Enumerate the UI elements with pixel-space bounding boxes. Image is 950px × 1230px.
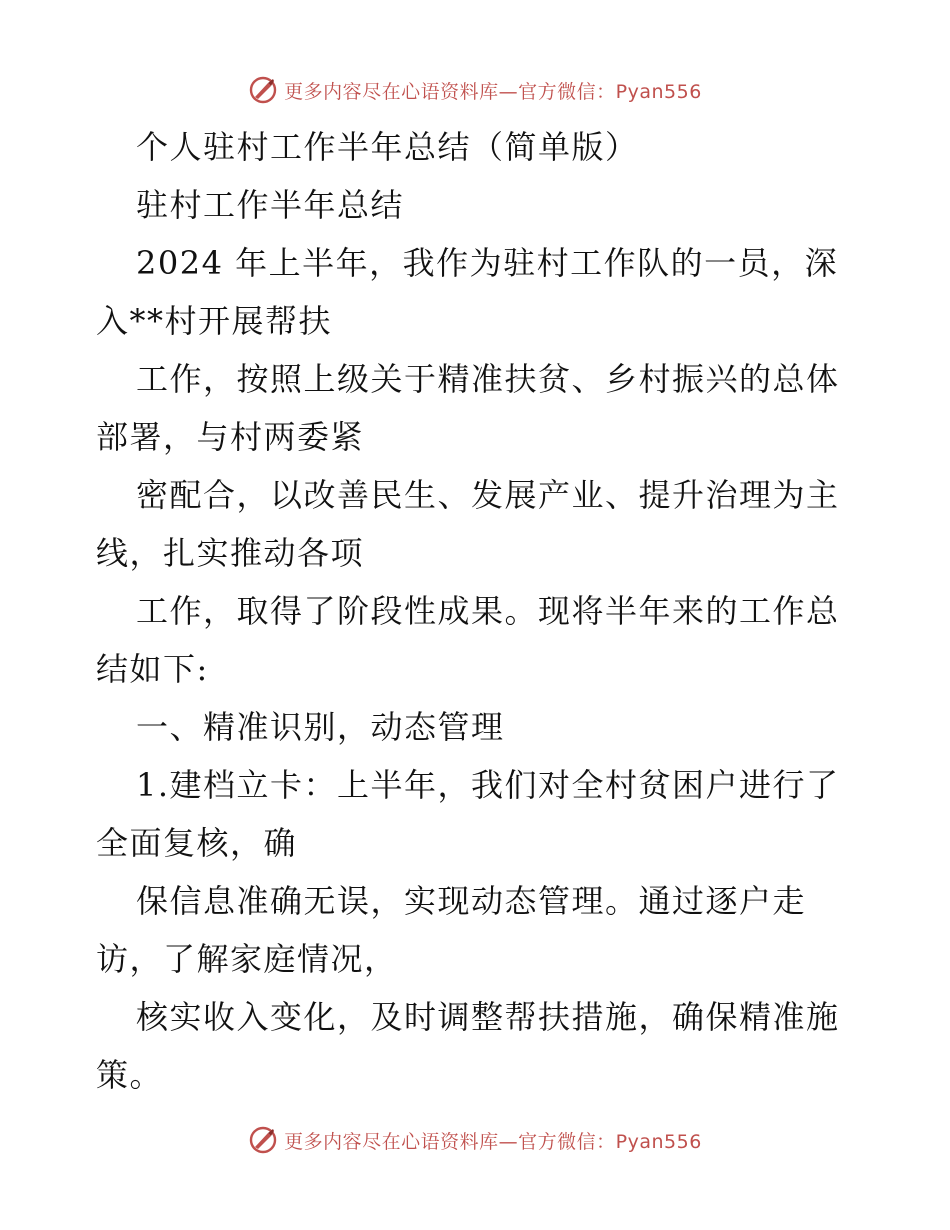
watermark-text: 更多内容尽在心语资料库—官方微信：Pyan556	[284, 1130, 702, 1153]
text-line: 核实收入变化，及时调整帮扶措施，确保精准施	[136, 998, 840, 1036]
watermark-banner-bottom	[0, 1120, 950, 1160]
text-line: 密配合，以改善民生、发展产业、提升治理为主	[136, 476, 840, 514]
text-line: 一、精准识别，动态管理	[136, 708, 505, 746]
text-line: 全面复核，确	[96, 824, 298, 862]
text-line: 结如下:	[96, 650, 209, 688]
text-line: 入**村开展帮扶	[96, 302, 333, 340]
text-line: 工作，按照上级关于精准扶贫、乡村振兴的总体	[136, 360, 840, 398]
text-line: 1.建档立卡：上半年，我们对全村贫困户进行了	[136, 766, 840, 804]
text-line: 2024 年上半年，我作为驻村工作队的一员，深	[136, 244, 839, 282]
document-body	[96, 118, 861, 1104]
text-line: 部署，与村两委紧	[96, 418, 365, 456]
text-line: 驻村工作半年总结	[136, 186, 405, 224]
text-line: 个人驻村工作半年总结（简单版）	[136, 128, 639, 166]
quill-pen-icon	[248, 1125, 278, 1155]
text-line: 访，了解家庭情况，	[96, 940, 398, 978]
quill-pen-icon	[248, 75, 278, 105]
text-line: 工作，取得了阶段性成果。现将半年来的工作总	[136, 592, 840, 630]
watermark-banner-top	[0, 70, 950, 110]
text-line: 线，扎实推动各项	[96, 534, 365, 572]
text-line: 保信息准确无误，实现动态管理。通过逐户走	[136, 882, 807, 920]
watermark-text: 更多内容尽在心语资料库—官方微信：Pyan556	[284, 80, 702, 103]
text-line: 策。	[96, 1056, 164, 1094]
